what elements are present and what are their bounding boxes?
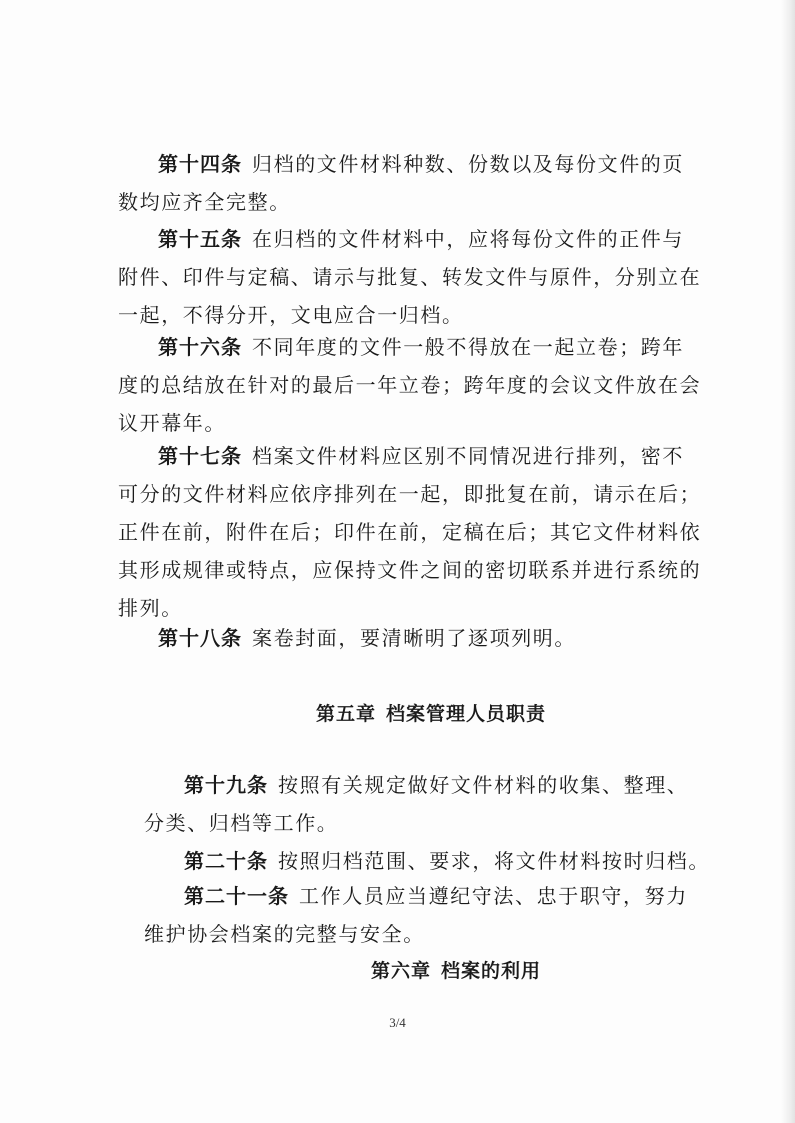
chapter-title: 档案管理人员职责 <box>386 703 547 725</box>
page-edge-shadow <box>781 0 795 1123</box>
article-18 <box>118 619 576 657</box>
article-17 <box>118 437 701 627</box>
article-text: 在归档的文件材料中，应将每份文件的正件与 <box>252 227 684 251</box>
article-14 <box>118 145 684 221</box>
article-text: 数均应齐全完整。 <box>118 190 291 214</box>
article-text: 度的总结放在针对的最后一年立卷；跨年度的会议文件放在会 <box>118 373 702 397</box>
article-text: 其形成规律或特点，应保持文件之间的密切联系并进行系统的 <box>118 558 702 582</box>
article-text: 分类、归档等工作。 <box>144 811 339 835</box>
article-text: 一起，不得分开，文电应合一归档。 <box>118 303 464 327</box>
article-text: 不同年度的文件一般不得放在一起立卷；跨年 <box>252 335 684 359</box>
article-heading: 第十六条 <box>158 335 242 359</box>
article-text: 附件、印件与定稿、请示与批复、转发文件与原件，分别立在 <box>118 265 702 289</box>
article-heading: 第二十一条 <box>184 884 289 908</box>
page-number: 3/4 <box>389 1015 406 1030</box>
article-text: 归档的文件材料种数、份数以及每份文件的页 <box>252 152 684 176</box>
article-heading: 第十七条 <box>158 444 242 468</box>
chapter-number: 第六章 <box>371 960 432 982</box>
article-text: 按照归档范围、要求，将文件材料按时归档。 <box>278 849 710 873</box>
chapter-title: 档案的利用 <box>441 960 542 982</box>
article-text: 议开幕年。 <box>118 411 226 435</box>
article-text: 档案文件材料应区别不同情况进行排列，密不 <box>252 444 684 468</box>
article-text: 维护协会档案的完整与安全。 <box>144 922 425 946</box>
article-heading: 第十九条 <box>184 773 268 797</box>
article-text: 工作人员应当遵纪守法、忠于职守，努力 <box>299 884 688 908</box>
article-20 <box>144 842 710 880</box>
article-heading: 第十四条 <box>158 152 242 176</box>
article-heading: 第二十条 <box>184 849 268 873</box>
article-19 <box>144 766 688 842</box>
chapter-number: 第五章 <box>316 703 377 725</box>
chapter-6-heading <box>371 956 541 983</box>
article-15 <box>118 220 701 334</box>
article-text: 正件在前，附件在后；印件在前，定稿在后；其它文件材料依 <box>118 520 702 544</box>
article-text: 可分的文件材料应依序排列在一起，即批复在前，请示在后； <box>118 482 702 506</box>
article-heading: 第十八条 <box>158 626 242 650</box>
article-text: 排列。 <box>118 596 183 620</box>
article-21 <box>144 877 688 953</box>
chapter-5-heading <box>316 699 546 726</box>
article-16 <box>118 328 701 442</box>
article-text: 按照有关规定做好文件材料的收集、整理、 <box>278 773 689 797</box>
article-heading: 第十五条 <box>158 227 242 251</box>
article-text: 案卷封面，要清晰明了逐项列明。 <box>252 626 576 650</box>
